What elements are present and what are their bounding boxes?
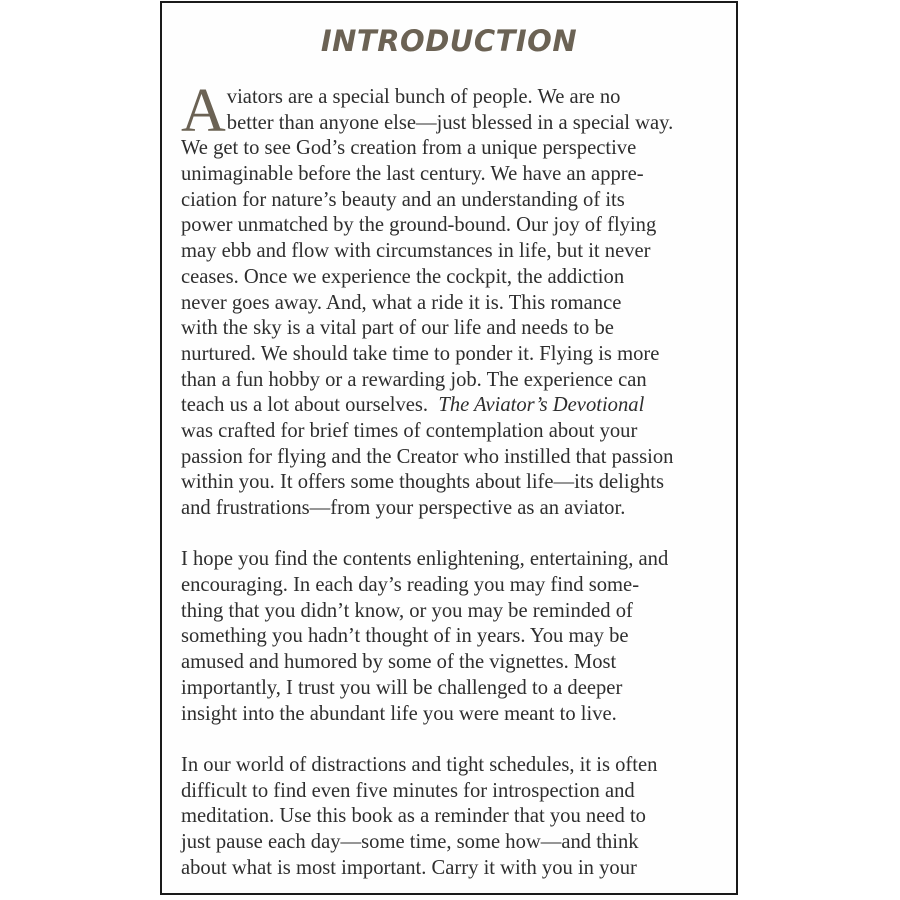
text-line: nurtured. We should take time to ponder it. Flying is more (181, 342, 660, 365)
text-line: and frustrations—from your perspective as an aviator. (181, 497, 626, 519)
text-line: encouraging. In each day’s reading you may find some- (181, 574, 640, 597)
text-line: than a fun hobby or a rewarding job. The experience can (181, 368, 647, 391)
text-line: something you hadn’t thought of in years. You may be (181, 625, 629, 648)
paragraph-3 (181, 753, 729, 881)
text-line: power unmatched by the ground-bound. Our joy of flying (181, 214, 657, 237)
text-line: meditation. Use this book as a reminder that you need to (181, 805, 646, 828)
book-page (160, 1, 738, 895)
text-segment: teach us a lot about ourselves. (181, 394, 439, 417)
text-line: We get to see God’s creation from a unique perspective (181, 137, 637, 160)
text-line (181, 393, 729, 419)
text-line: ciation for nature’s beauty and an understanding of its (181, 188, 625, 211)
text-line: In our world of distractions and tight schedules, it is often (181, 753, 658, 776)
text-line: viators are a special bunch of people. We are no (226, 86, 621, 108)
text-line: better than anyone else—just blessed in a special way. (226, 111, 674, 134)
text-line: thing that you didn’t know, or you may be reminded of (181, 599, 633, 622)
page-title: INTRODUCTION (320, 24, 578, 58)
book-title: The Aviator’s Devotional (438, 394, 645, 417)
text-line: about what is most important. Carry it with you in your (181, 856, 637, 879)
text-line: amused and humored by some of the vignettes. Most (181, 651, 617, 674)
paragraph-2 (181, 547, 729, 727)
text-line: I hope you find the contents enlightening, entertaining, and (181, 548, 669, 571)
text-line: insight into the abundant life you were meant to live. (181, 702, 617, 725)
body-text (181, 77, 729, 881)
text-line: difficult to find even five minutes for introspection and (181, 779, 635, 802)
text-line: just pause each day—some time, some how—and think (181, 830, 639, 853)
text-line: within you. It offers some thoughts about life—its delights (181, 471, 664, 494)
text-line: passion for flying and the Creator who instilled that passion (181, 445, 674, 468)
text-line: with the sky is a vital part of our life and needs to be (181, 317, 614, 340)
paragraph-gap (181, 522, 729, 548)
text-line: ceases. Once we experience the cockpit, the addiction (181, 265, 625, 288)
paragraph-gap (181, 727, 729, 753)
text-line: may ebb and flow with circumstances in life, but it never (181, 240, 651, 263)
text-line: was crafted for brief times of contemplation about your (181, 419, 638, 442)
drop-cap: A (181, 77, 226, 145)
text-line: never goes away. And, what a ride it is. This romance (181, 291, 622, 314)
paragraph-1 (181, 77, 729, 522)
text-line: importantly, I trust you will be challenged to a deeper (181, 676, 623, 699)
text-line: unimaginable before the last century. We have an appre- (181, 163, 644, 186)
